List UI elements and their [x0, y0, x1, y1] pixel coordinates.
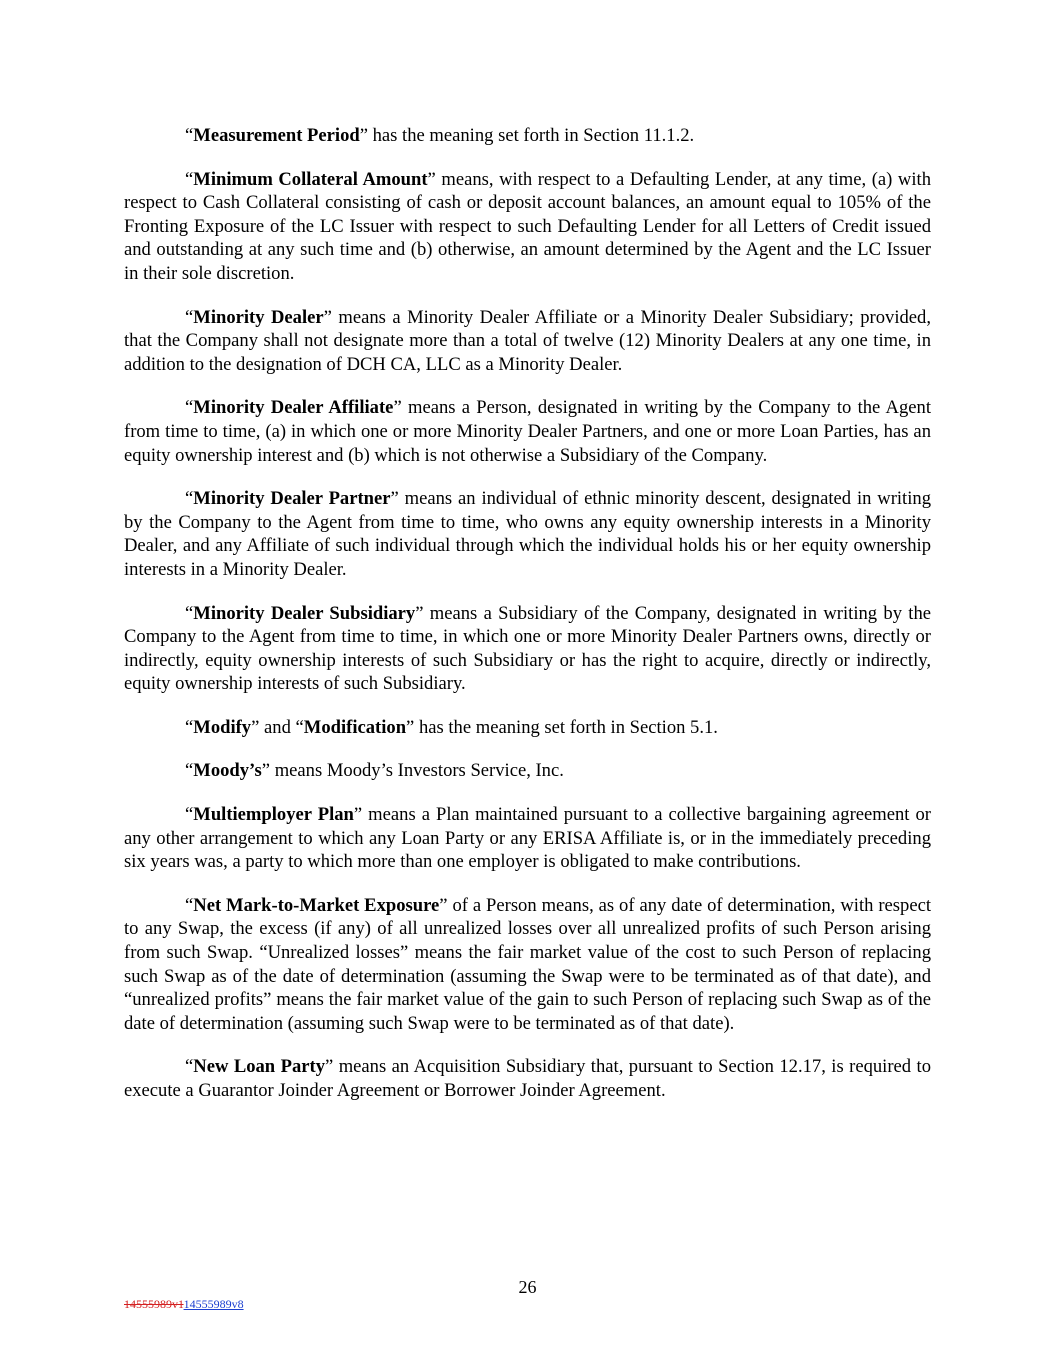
doc-id-deleted: 14555989v1	[124, 1297, 184, 1311]
definition-measurement-period: “Measurement Period” has the meaning set forth in Section 11.1.2.	[185, 125, 695, 146]
definition-minority-dealer: “Minority Dealer” means a Minority Dealer Affiliate or a Minority Dealer Subsidiary; provided, that the Company shall not designate more than a total of twelve (12) Minority Dealers at any one time, in addition to the designation of DCH CA, LLC as a Minority Dealer.	[124, 306, 931, 375]
definition-text: means, with respect to a Defaulting Lender, at any time, (a) with respect to Cash Collateral consisting of cash or deposit account balances, an amount equal to 105% of the Fronting Exposure of the LC Issuer with respect to such Defaulting Lender for all Letters of Credit issued and outstanding at any such time and (b) otherwise, an amount determined by the Agent and the LC Issuer in their sole discretion.	[124, 168, 931, 284]
doc-id-inserted: 14555989v8	[183, 1297, 244, 1311]
definition-minority-dealer-affiliate: “Minority Dealer Affiliate” means a Person, designated in writing by the Company to the Agent from time to time, (a) in which one or more Minority Dealer Partners, and one or more Loan Parties, has an equity ownership interest and (b) which is not otherwise a Subsidiary of the Company.	[124, 397, 931, 466]
definition-text: means a Person, designated in writing by the Company to the Agent from time to time, (a) in which one or more Minority Dealer Partners, and one or more Loan Parties, has an equity ownership interest and (b) which is not otherwise a Subsidiary of the Company.	[124, 397, 931, 466]
defined-term: Minority Dealer Affiliate	[193, 397, 394, 419]
definition-text: means a Subsidiary of the Company, designated in writing by the Company to the Agent from time to time, in which one or more Minority Dealer Partners owns, directly or indirectly, equity ownership interests of such Subsidiary or has the right to acquire, directly or indirectly, equity ownership interests of such Subsidiary.	[124, 602, 931, 695]
defined-term: Measurement Period	[193, 125, 360, 146]
definitions-list	[124, 124, 931, 1123]
defined-term: Minority Dealer Partner	[193, 488, 391, 510]
definition-connector: and “	[259, 716, 304, 738]
definition-text: means a Minority Dealer Affiliate or a Minority Dealer Subsidiary; provided, that the Company shall not designate more than a total of twelve (12) Minority Dealers at any one time, in addition to the designation of DCH CA, LLC as a Minority Dealer.	[124, 306, 931, 375]
definition-minority-dealer-subsidiary: “Minority Dealer Subsidiary” means a Subsidiary of the Company, designated in writing by the Company to the Agent from time to time, in which one or more Minority Dealer Partners owns, directly or indirectly, equity ownership interests of such Subsidiary or has the right to acquire, directly or indirectly, equity ownership interests of such Subsidiary.	[124, 602, 931, 695]
defined-term: New Loan Party	[193, 1056, 325, 1078]
defined-term: Minority Dealer	[193, 306, 324, 328]
defined-term: Modify	[193, 716, 252, 738]
defined-term: Net Mark-to-Market Exposure	[193, 894, 440, 916]
definition-minimum-collateral-amount: “Minimum Collateral Amount” means, with respect to a Defaulting Lender, at any time, (a) with respect to Cash Collateral consisting of cash or deposit account balances, an amount equal to 105% of the Fronting Exposure of the LC Issuer with respect to such Defaulting Lender for all Letters of Credit issued and outstanding at any such time and (b) otherwise, an amount determined by the Agent and the LC Issuer in their sole discretion.	[124, 168, 931, 284]
definition-moodys: “Moody’s” means Moody’s Investors Service, Inc.	[185, 760, 564, 782]
defined-term-2: Modification	[303, 716, 407, 738]
definition-minority-dealer-partner: “Minority Dealer Partner” means an individual of ethnic minority descent, designated in writing by the Company to the Agent from time to time, who owns any equity ownership interests in a Minority Dealer, and any Affiliate of such individual through which the individual holds his or her equity ownership interests in a Minority Dealer.	[124, 488, 931, 580]
definition-text: means Moody’s Investors Service, Inc.	[270, 760, 564, 782]
definition-text: has the meaning set forth in Section 5.1.	[414, 716, 718, 738]
definition-text: means an Acquisition Subsidiary that, pursuant to Section 12.17, is required to execute a Guarantor Joinder Agreement or Borrower Joinder Agreement.	[124, 1056, 931, 1101]
definition-text: means an individual of ethnic minority descent, designated in writing by the Company to the Agent from time to time, who owns any equity ownership interests in a Minority Dealer, and any Affiliate of such individual through which the individual holds his or her equity ownership interests in a Minority Dealer.	[124, 488, 931, 580]
defined-term: Minimum Collateral Amount	[193, 168, 428, 190]
defined-term: Multiemployer Plan	[193, 804, 354, 826]
definition-new-loan-party: “New Loan Party” means an Acquisition Subsidiary that, pursuant to Section 12.17, is required to execute a Guarantor Joinder Agreement or Borrower Joinder Agreement.	[124, 1056, 931, 1101]
definition-net-mark-to-market-exposure: “Net Mark-to-Market Exposure” of a Person means, as of any date of determination, with respect to any Swap, the excess (if any) of all unrealized losses over all unrealized profits of such Person arising from such Swap. “Unrealized losses” means the fair market value of the cost to such Person of replacing such Swap as of the date of determination (assuming the Swap were to be terminated as of that date), and “unrealized profits” means the fair market value of the gain to such Person of replacing such Swap as of the date of determination (assuming such Swap were to be terminated as of that date).	[124, 894, 931, 1034]
definition-text: of a Person means, as of any date of determination, with respect to any Swap, the excess (if any) of all unrealized losses over all unrealized profits of such Person arising from such Swap. “Unrealized losses” means the fair market value of the cost to such Person of replacing such Swap as of the date of determination (assuming the Swap were to be terminated as of that date), and “unrealized profits” means the fair market value of the gain to such Person of replacing such Swap as of the date of determination (assuming such Swap were to be terminated as of that date).	[124, 894, 931, 1034]
defined-term: Minority Dealer Subsidiary	[193, 602, 416, 624]
defined-term: Moody’s	[193, 760, 262, 782]
page-number: 26	[518, 1277, 537, 1297]
document-id	[124, 1297, 244, 1311]
definition-modify: “Modify” and “Modification” has the meaning set forth in Section 5.1.	[185, 716, 718, 738]
definition-multiemployer-plan: “Multiemployer Plan” means a Plan maintained pursuant to a collective bargaining agreement or any other arrangement to which any Loan Party or any ERISA Affiliate is, or in the immediately preceding six years was, a party to which more than one employer is obligated to make contributions.	[124, 804, 931, 873]
definition-text: means a Plan maintained pursuant to a collective bargaining agreement or any other arrangement to which any Loan Party or any ERISA Affiliate is, or in the immediately preceding six years was, a party to which more than one employer is obligated to make contributions.	[124, 804, 931, 873]
definition-text: has the meaning set forth in Section 11.1.2.	[367, 125, 695, 146]
